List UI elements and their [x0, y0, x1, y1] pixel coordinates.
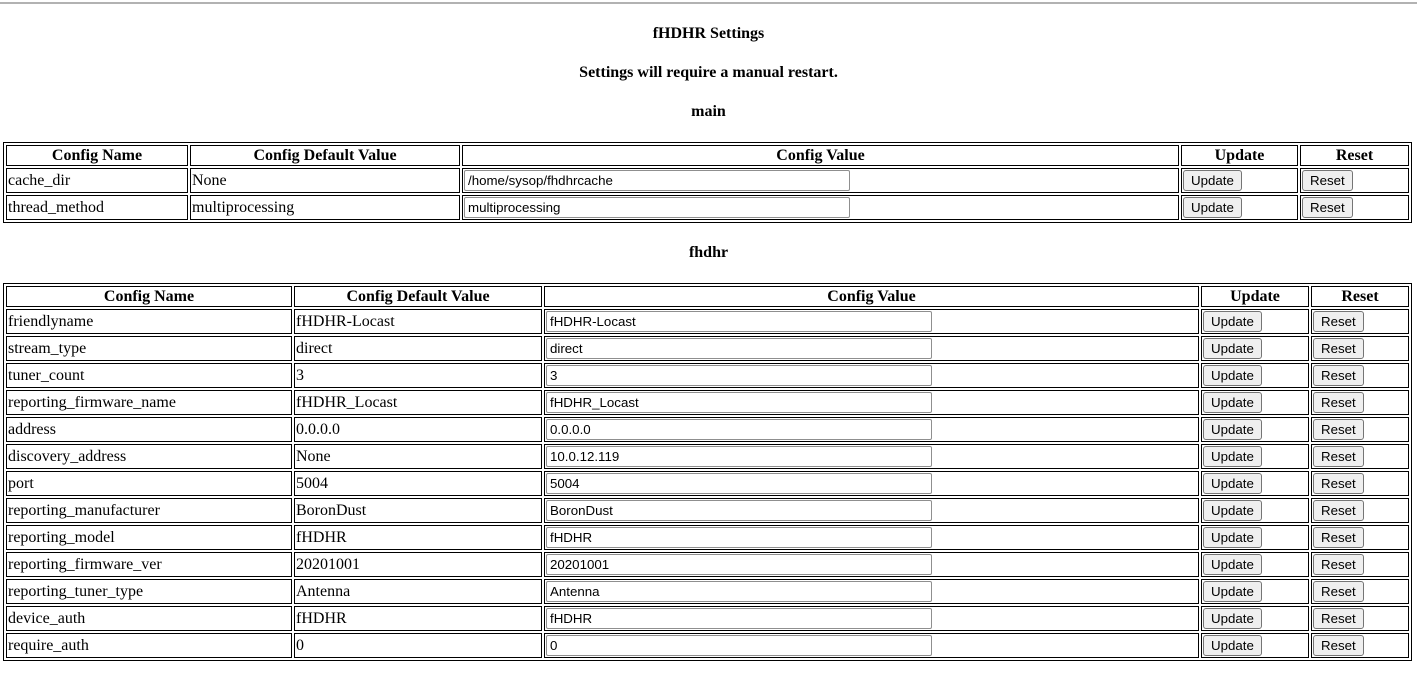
config-name-cell: reporting_firmware_name	[6, 390, 292, 415]
config-value-cell	[544, 552, 1199, 577]
reset-button[interactable]: Reset	[1302, 197, 1353, 218]
config-value-input[interactable]	[546, 527, 932, 548]
config-default-cell: fHDHR-Locast	[294, 309, 542, 334]
config-value-cell	[462, 168, 1179, 193]
reset-button[interactable]: Reset	[1302, 170, 1353, 191]
config-name-cell: thread_method	[6, 195, 188, 220]
reset-cell	[1311, 390, 1409, 415]
update-cell	[1201, 417, 1309, 442]
config-row	[6, 525, 1409, 550]
column-header-config-name: Config Name	[6, 145, 188, 166]
config-row	[6, 336, 1409, 361]
update-cell	[1181, 195, 1298, 220]
reset-cell	[1311, 498, 1409, 523]
config-row	[6, 195, 1409, 220]
header-row	[6, 286, 1409, 307]
config-default-cell: fHDHR	[294, 606, 542, 631]
config-row	[6, 579, 1409, 604]
config-default-cell: Antenna	[294, 579, 542, 604]
reset-cell	[1311, 336, 1409, 361]
reset-button[interactable]: Reset	[1313, 554, 1364, 575]
update-button[interactable]: Update	[1203, 473, 1262, 494]
config-value-cell	[544, 606, 1199, 631]
page-title: fHDHR Settings	[652, 25, 765, 42]
config-default-cell: multiprocessing	[190, 195, 460, 220]
config-value-cell	[544, 444, 1199, 469]
config-name-cell: stream_type	[6, 336, 292, 361]
column-header-default-value: Config Default Value	[190, 145, 460, 166]
config-row	[6, 390, 1409, 415]
reset-cell	[1311, 417, 1409, 442]
config-row	[6, 606, 1409, 631]
config-row	[6, 444, 1409, 469]
config-value-input[interactable]	[546, 581, 932, 602]
config-value-input[interactable]	[546, 419, 932, 440]
config-value-input[interactable]	[546, 500, 932, 521]
config-row	[6, 552, 1409, 577]
update-cell	[1201, 579, 1309, 604]
config-value-input[interactable]	[464, 197, 850, 218]
update-cell	[1201, 336, 1309, 361]
update-cell	[1201, 552, 1309, 577]
reset-cell	[1300, 195, 1409, 220]
config-name-cell: reporting_model	[6, 525, 292, 550]
column-header-update: Update	[1181, 145, 1298, 166]
config-table	[3, 142, 1412, 223]
config-default-cell: direct	[294, 336, 542, 361]
config-name-cell: reporting_tuner_type	[6, 579, 292, 604]
config-value-input[interactable]	[546, 392, 932, 413]
update-button[interactable]: Update	[1183, 170, 1242, 191]
reset-button[interactable]: Reset	[1313, 635, 1364, 656]
update-cell	[1201, 390, 1309, 415]
update-button[interactable]: Update	[1203, 554, 1262, 575]
config-value-input[interactable]	[546, 365, 932, 386]
config-value-input[interactable]	[546, 608, 932, 629]
config-default-cell: 3	[294, 363, 542, 388]
config-value-input[interactable]	[546, 635, 932, 656]
section-heading: fhdhr	[688, 244, 729, 261]
reset-button[interactable]: Reset	[1313, 446, 1364, 467]
section-heading: main	[691, 103, 726, 120]
reset-button[interactable]: Reset	[1313, 392, 1364, 413]
config-value-input[interactable]	[464, 170, 850, 191]
config-name-cell: address	[6, 417, 292, 442]
config-row	[6, 168, 1409, 193]
update-button[interactable]: Update	[1203, 527, 1262, 548]
reset-button[interactable]: Reset	[1313, 527, 1364, 548]
config-value-cell	[462, 195, 1179, 220]
config-name-cell: reporting_manufacturer	[6, 498, 292, 523]
update-button[interactable]: Update	[1203, 635, 1262, 656]
config-value-cell	[544, 471, 1199, 496]
reset-cell	[1311, 579, 1409, 604]
config-value-cell	[544, 309, 1199, 334]
config-value-cell	[544, 633, 1199, 658]
update-button[interactable]: Update	[1203, 338, 1262, 359]
update-cell	[1181, 168, 1298, 193]
config-name-cell: tuner_count	[6, 363, 292, 388]
config-sections	[3, 103, 1414, 661]
update-cell	[1201, 498, 1309, 523]
config-row	[6, 471, 1409, 496]
column-header-config-value: Config Value	[544, 286, 1199, 307]
reset-cell	[1311, 309, 1409, 334]
config-default-cell: fHDHR	[294, 525, 542, 550]
update-button[interactable]: Update	[1203, 365, 1262, 386]
update-cell	[1201, 363, 1309, 388]
config-name-cell: device_auth	[6, 606, 292, 631]
update-cell	[1201, 525, 1309, 550]
config-name-cell: friendlyname	[6, 309, 292, 334]
config-default-cell: 5004	[294, 471, 542, 496]
config-row	[6, 363, 1409, 388]
reset-cell	[1311, 633, 1409, 658]
config-default-cell: 0.0.0.0	[294, 417, 542, 442]
update-cell	[1201, 444, 1309, 469]
config-name-cell: require_auth	[6, 633, 292, 658]
header-row	[6, 145, 1409, 166]
update-button[interactable]: Update	[1203, 419, 1262, 440]
reset-cell	[1311, 525, 1409, 550]
column-header-config-name: Config Name	[6, 286, 292, 307]
config-value-cell	[544, 498, 1199, 523]
config-value-cell	[544, 417, 1199, 442]
reset-cell	[1311, 552, 1409, 577]
reset-button[interactable]: Reset	[1313, 311, 1364, 332]
update-cell	[1201, 606, 1309, 631]
reset-cell	[1300, 168, 1409, 193]
config-section	[3, 103, 1414, 223]
config-table	[3, 283, 1412, 661]
config-value-cell	[544, 363, 1199, 388]
config-name-cell: port	[6, 471, 292, 496]
reset-button[interactable]: Reset	[1313, 365, 1364, 386]
reset-button[interactable]: Reset	[1313, 581, 1364, 602]
update-cell	[1201, 309, 1309, 334]
update-cell	[1201, 633, 1309, 658]
update-cell	[1201, 471, 1309, 496]
config-default-cell: None	[190, 168, 460, 193]
reset-button[interactable]: Reset	[1313, 338, 1364, 359]
config-value-cell	[544, 579, 1199, 604]
config-name-cell: discovery_address	[6, 444, 292, 469]
config-value-input[interactable]	[546, 473, 932, 494]
config-default-cell: BoronDust	[294, 498, 542, 523]
column-header-default-value: Config Default Value	[294, 286, 542, 307]
column-header-reset: Reset	[1300, 145, 1409, 166]
update-button[interactable]: Update	[1203, 446, 1262, 467]
restart-notice: Settings will require a manual restart.	[579, 64, 838, 81]
config-row	[6, 633, 1409, 658]
config-name-cell: reporting_firmware_ver	[6, 552, 292, 577]
reset-cell	[1311, 444, 1409, 469]
config-row	[6, 417, 1409, 442]
reset-button[interactable]: Reset	[1313, 473, 1364, 494]
update-button[interactable]: Update	[1203, 500, 1262, 521]
update-button[interactable]: Update	[1183, 197, 1242, 218]
config-value-input[interactable]	[546, 338, 932, 359]
column-header-config-value: Config Value	[462, 145, 1179, 166]
config-value-cell	[544, 525, 1199, 550]
reset-button[interactable]: Reset	[1313, 500, 1364, 521]
reset-button[interactable]: Reset	[1313, 419, 1364, 440]
config-value-cell	[544, 336, 1199, 361]
config-default-cell: 20201001	[294, 552, 542, 577]
reset-cell	[1311, 606, 1409, 631]
column-header-update: Update	[1201, 286, 1309, 307]
update-button[interactable]: Update	[1203, 581, 1262, 602]
update-button[interactable]: Update	[1203, 392, 1262, 413]
window-top-edge	[0, 2, 1417, 4]
config-value-input[interactable]	[546, 311, 932, 332]
config-value-input[interactable]	[546, 554, 932, 575]
column-header-reset: Reset	[1311, 286, 1409, 307]
config-default-cell: fHDHR_Locast	[294, 390, 542, 415]
config-default-cell: None	[294, 444, 542, 469]
config-value-input[interactable]	[546, 446, 932, 467]
config-row	[6, 309, 1409, 334]
reset-button[interactable]: Reset	[1313, 608, 1364, 629]
reset-cell	[1311, 471, 1409, 496]
config-section	[3, 244, 1414, 661]
reset-cell	[1311, 363, 1409, 388]
config-value-cell	[544, 390, 1199, 415]
config-name-cell: cache_dir	[6, 168, 188, 193]
update-button[interactable]: Update	[1203, 311, 1262, 332]
config-row	[6, 498, 1409, 523]
update-button[interactable]: Update	[1203, 608, 1262, 629]
config-default-cell: 0	[294, 633, 542, 658]
